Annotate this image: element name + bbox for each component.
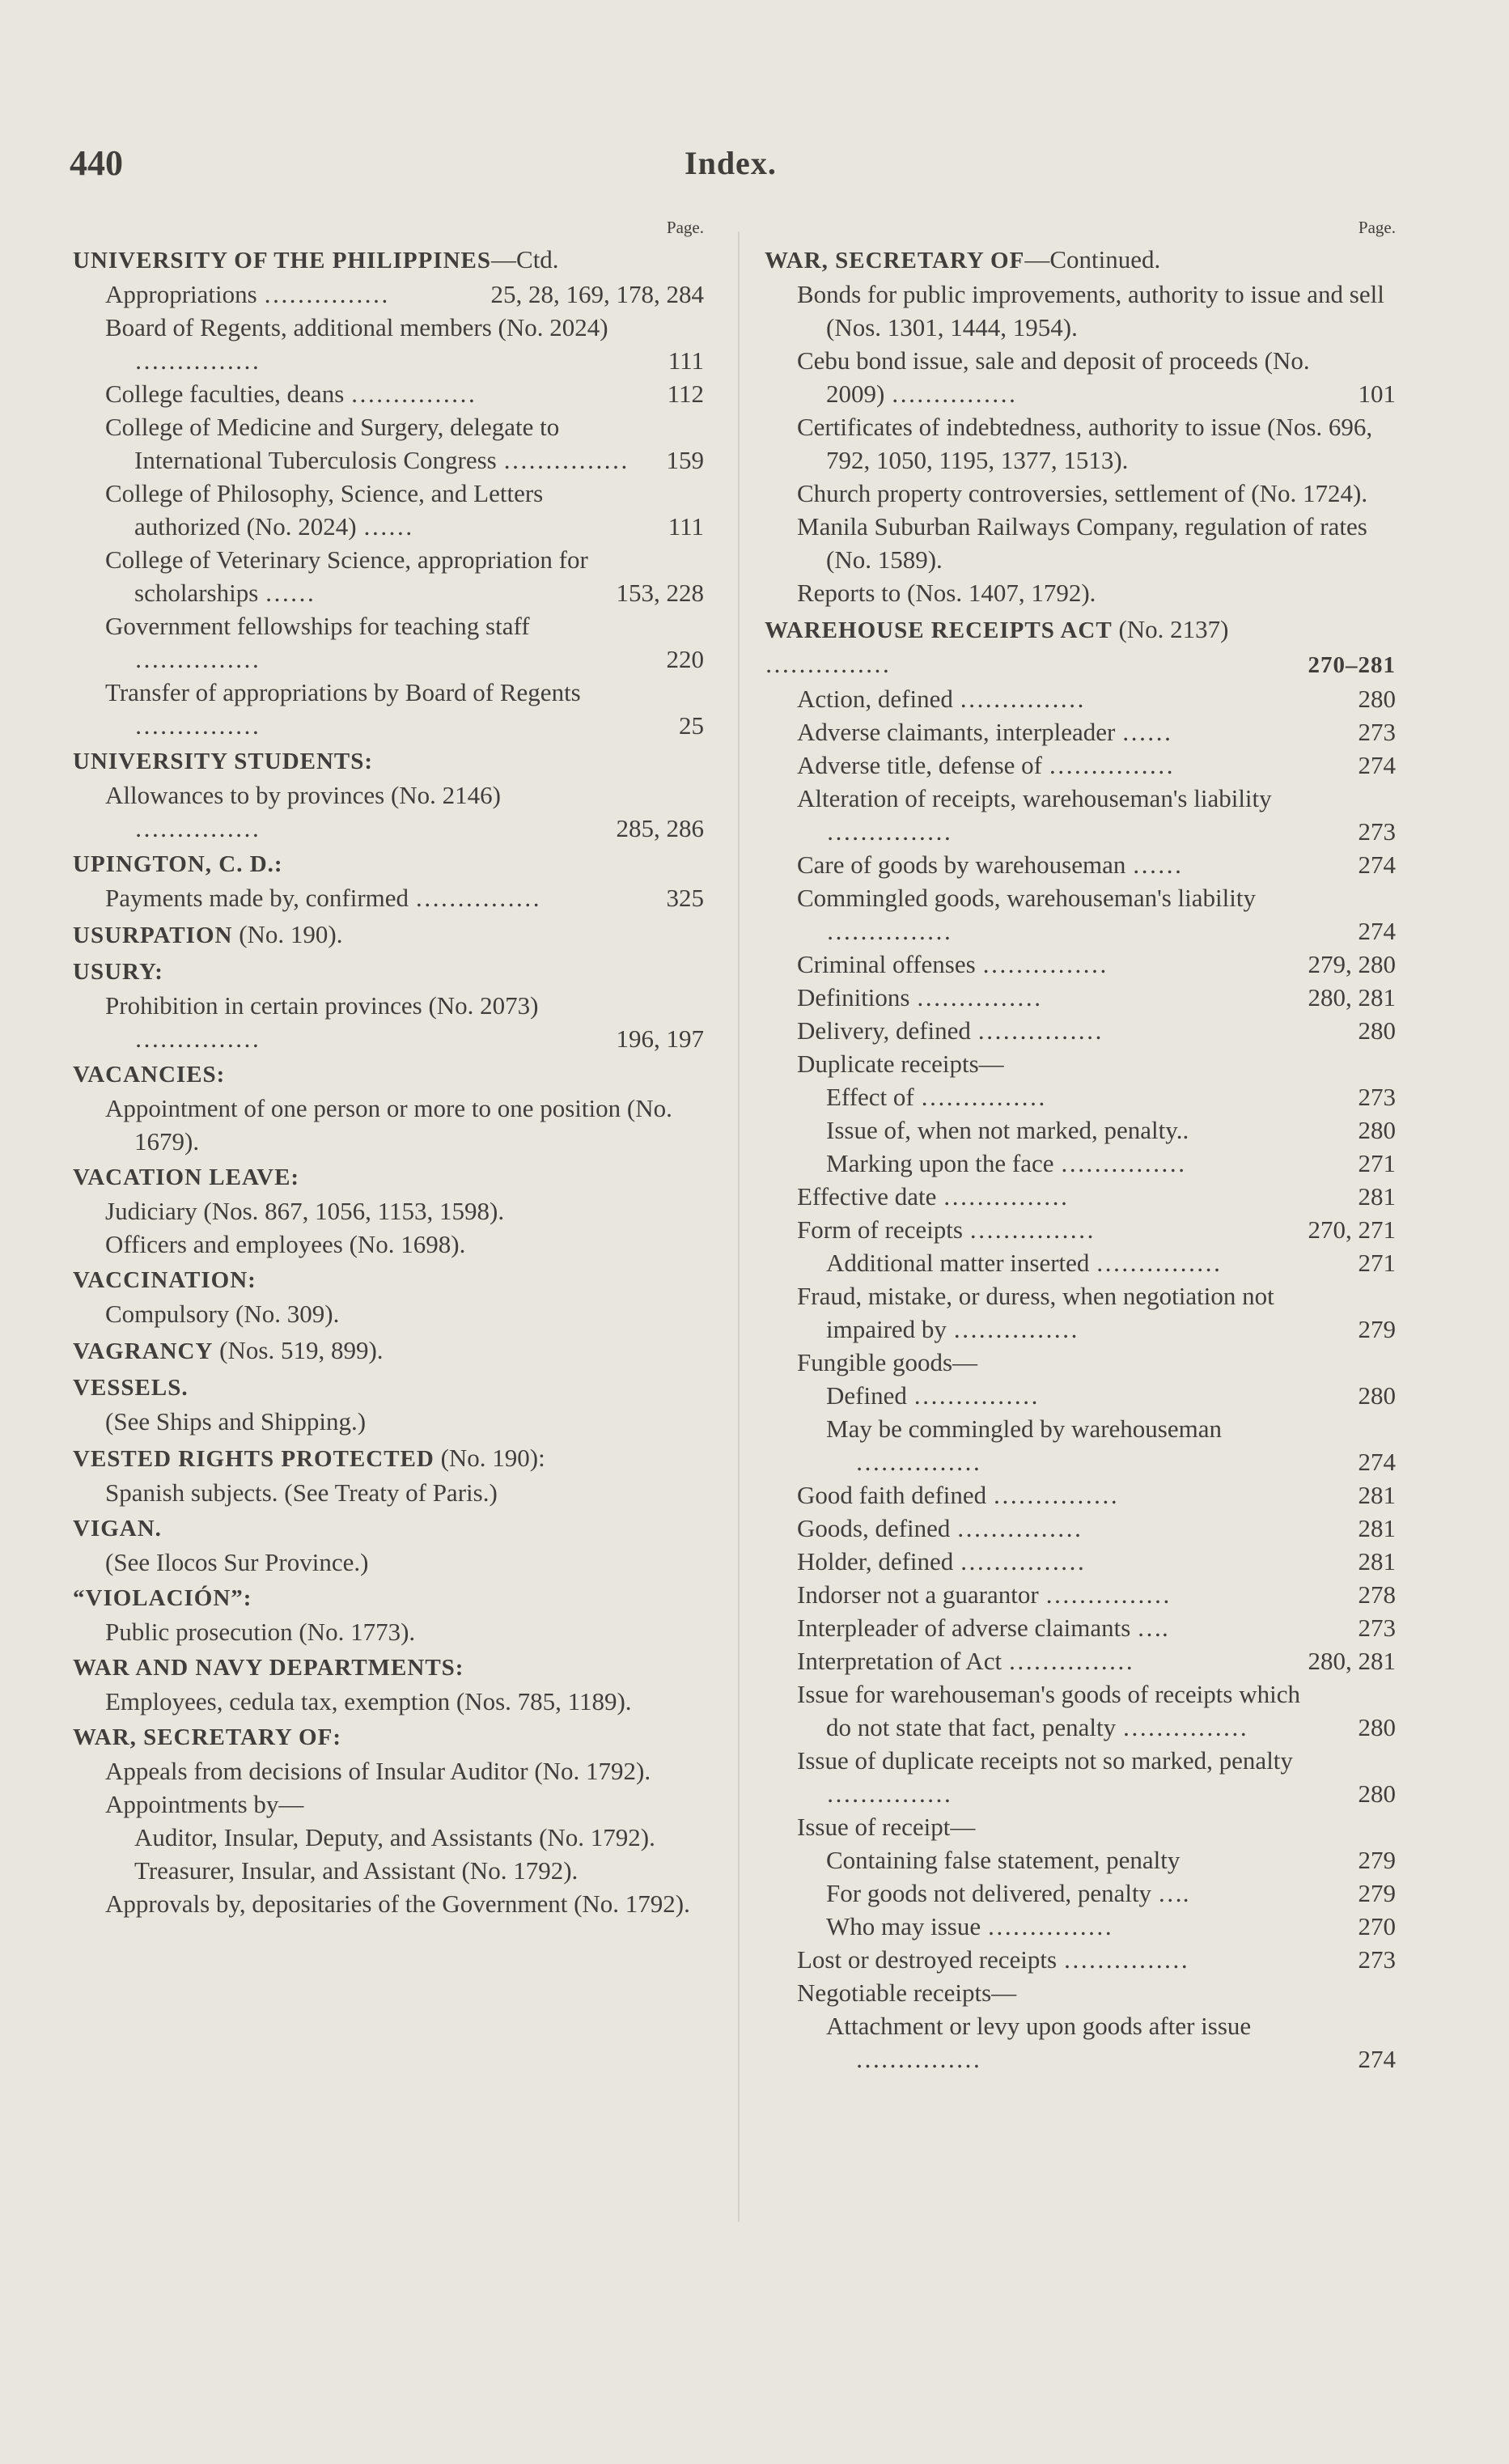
page-reference: 278	[1358, 1580, 1396, 1609]
entry-text: Negotiable receipts—	[797, 1978, 1017, 2007]
page-reference: 274	[1358, 850, 1396, 879]
index-entry	[73, 989, 704, 1055]
page-reference: 280	[1358, 1116, 1396, 1144]
index-entry	[765, 344, 1396, 410]
entry-text: Government fellowships for teaching staff ……………	[105, 612, 530, 673]
entry-text: Definitions ……………	[797, 983, 1042, 1011]
index-entry	[765, 1644, 1396, 1677]
index-heading	[73, 848, 704, 881]
index-entry	[73, 311, 704, 377]
entry-text: Allowances to by provinces (No. 2146) ……………	[105, 781, 502, 842]
entry-text: Appointments by—	[105, 1790, 304, 1818]
index-entry	[765, 1279, 1396, 1346]
entry-text: Transfer of appropriations by Board of Regents ……………	[105, 678, 581, 740]
page-reference: 273	[1358, 1083, 1396, 1111]
entry-text: Interpleader of adverse claimants ….	[797, 1614, 1168, 1642]
page-reference: 111	[668, 512, 704, 541]
index-heading	[73, 243, 704, 278]
index-entry	[73, 1194, 704, 1228]
index-entry	[765, 981, 1396, 1014]
index-entry	[765, 1379, 1396, 1412]
entry-text: Interpretation of Act ……………	[797, 1647, 1134, 1675]
heading-text: VACCINATION:	[73, 1267, 256, 1293]
left-column	[73, 215, 704, 1920]
page-reference: 273	[1358, 1614, 1396, 1642]
index-entry	[73, 1754, 704, 1788]
entry-text: Good faith defined ……………	[797, 1481, 1118, 1509]
entry-text: Additional matter inserted ……………	[826, 1249, 1222, 1277]
heading-text: VAGRANCY	[73, 1338, 214, 1364]
index-entry	[765, 1976, 1396, 2009]
page-reference: 153, 228	[616, 579, 704, 607]
entry-text: Effective date ……………	[797, 1182, 1069, 1211]
page-reference: 280	[1358, 1016, 1396, 1045]
page-reference: 273	[1358, 1945, 1396, 1974]
page-reference: 279	[1358, 1315, 1396, 1343]
index-entry	[765, 749, 1396, 782]
entry-text: Church property controversies, settlement of (No. 1724).	[797, 479, 1368, 507]
index-heading	[73, 918, 704, 952]
index-entry	[765, 1512, 1396, 1545]
entry-text: For goods not delivered, penalty ….	[826, 1879, 1189, 1907]
page-reference: 270–281	[1308, 652, 1396, 678]
entry-text: Cebu bond issue, sale and deposit of proceeds (No. 2009) ……………	[797, 346, 1310, 408]
index-entry	[73, 676, 704, 742]
index-entry	[73, 1405, 704, 1438]
entry-text: Auditor, Insular, Deputy, and Assistants (No. 1792).	[134, 1823, 655, 1851]
page-reference: 274	[1358, 2045, 1396, 2073]
entry-text: Officers and employees (No. 1698).	[105, 1230, 466, 1258]
page-reference: 279, 280	[1308, 950, 1396, 978]
page-reference: 281	[1358, 1182, 1396, 1211]
page-reference: 280	[1358, 1713, 1396, 1741]
index-heading	[73, 1582, 704, 1615]
index-entry	[73, 1887, 704, 1920]
page-reference: 281	[1358, 1514, 1396, 1542]
heading-text: WAR AND NAVY DEPARTMENTS:	[73, 1655, 464, 1681]
page-reference: 112	[667, 380, 704, 408]
index-heading	[73, 956, 704, 989]
entry-text: May be commingled by warehouseman ……………	[826, 1414, 1222, 1476]
page-reference: 274	[1358, 917, 1396, 945]
entry-text: Holder, defined ……………	[797, 1547, 1086, 1576]
index-entry	[765, 1014, 1396, 1047]
entry-text: Lost or destroyed receipts ……………	[797, 1945, 1189, 1974]
right-column	[765, 215, 1396, 2076]
heading-tail: —Continued.	[1024, 245, 1161, 274]
entry-text: College of Veterinary Science, appropriation for scholarships ……	[105, 545, 588, 607]
page-reference: 279	[1358, 1846, 1396, 1874]
entry-text: (See Ships and Shipping.)	[105, 1407, 367, 1436]
entry-text: Certificates of indebtedness, authority to issue (Nos. 696, 792, 1050, 1195, 1377, 1513).	[797, 413, 1373, 474]
index-entry	[765, 1877, 1396, 1910]
index-heading	[73, 1441, 704, 1476]
index-heading	[73, 1264, 704, 1297]
entry-text: College of Medicine and Surgery, delegate to International Tuberculosis Congress ……………	[105, 413, 629, 474]
index-entry	[765, 1346, 1396, 1379]
entry-text: Attachment or levy upon goods after issue ……………	[826, 2012, 1252, 2073]
index-entry	[73, 377, 704, 410]
index-entry	[765, 1677, 1396, 1744]
page-reference: 271	[1358, 1249, 1396, 1277]
left-entries	[73, 243, 704, 1920]
heading-text: UPINGTON, C. D.:	[73, 851, 283, 877]
heading-text: VESTED RIGHTS PROTECTED	[73, 1446, 434, 1472]
index-entry	[765, 576, 1396, 609]
heading-text: VIGAN.	[73, 1516, 162, 1542]
page-reference: 270, 271	[1308, 1215, 1396, 1244]
index-entry	[765, 782, 1396, 848]
index-entry	[73, 410, 704, 477]
entry-text: Indorser not a guarantor ……………	[797, 1580, 1171, 1609]
entry-text: Form of receipts ……………	[797, 1215, 1095, 1244]
right-entries	[765, 243, 1396, 2076]
entry-text: Spanish subjects. (See Treaty of Paris.)	[105, 1478, 498, 1507]
heading-tail: (Nos. 519, 899).	[213, 1336, 384, 1364]
entry-text: Duplicate receipts—	[797, 1050, 1004, 1078]
page-title: Index.	[685, 145, 777, 181]
entry-text: Issue of receipt—	[797, 1813, 976, 1841]
entry-text: (See Ilocos Sur Province.)	[105, 1548, 369, 1576]
entry-text: Appropriations ……………	[105, 280, 389, 308]
index-heading	[73, 1334, 704, 1368]
heading-text: USURPATION	[73, 922, 233, 948]
page-reference: 280	[1358, 685, 1396, 713]
page-reference: 273	[1358, 817, 1396, 846]
heading-text: WAREHOUSE RECEIPTS ACT	[765, 617, 1113, 643]
index-entry	[765, 881, 1396, 948]
page-reference: 280, 281	[1308, 1647, 1396, 1675]
entry-text: Manila Suburban Railways Company, regulation of rates (No. 1589).	[797, 512, 1367, 574]
index-entry	[73, 543, 704, 609]
entry-text: Fraud, mistake, or duress, when negotiation not impaired by ……………	[797, 1282, 1274, 1343]
index-entry	[73, 1854, 704, 1887]
entry-text: Alteration of receipts, warehouseman's liability ……………	[797, 784, 1272, 846]
entry-text: Prohibition in certain provinces (No. 2073) ……………	[105, 991, 539, 1053]
page-column-label: Page.	[1358, 218, 1396, 237]
page-reference: 280	[1358, 1381, 1396, 1410]
entry-text: Marking upon the face ……………	[826, 1149, 1186, 1177]
heading-text: UNIVERSITY STUDENTS:	[73, 749, 374, 774]
index-entry	[73, 1228, 704, 1261]
index-entry	[765, 1180, 1396, 1213]
entry-text: Employees, cedula tax, exemption (Nos. 785, 1189).	[105, 1687, 632, 1715]
index-entry	[765, 1943, 1396, 1976]
index-entry	[765, 715, 1396, 749]
index-heading	[73, 1372, 704, 1405]
index-entry	[765, 1843, 1396, 1877]
entry-text: Commingled goods, warehouseman's liability ……………	[797, 884, 1256, 945]
heading-tail: (No. 2137) ……………	[765, 615, 1229, 678]
page-reference: 280, 281	[1308, 983, 1396, 1011]
index-entry	[73, 1476, 704, 1509]
page-reference: 325	[666, 884, 704, 912]
entry-text: Who may issue ……………	[826, 1912, 1113, 1940]
index-entry	[73, 477, 704, 543]
heading-text: VACATION LEAVE:	[73, 1164, 300, 1190]
entry-text: Issue for warehouseman's goods of receipts which do not state that fact, penalty ……………	[797, 1680, 1300, 1741]
page-column-label: Page.	[666, 218, 704, 237]
entry-text: Goods, defined ……………	[797, 1514, 1083, 1542]
page-reference: 285, 286	[616, 814, 704, 842]
index-entry	[73, 1821, 704, 1854]
index-entry	[765, 1213, 1396, 1246]
entry-text: Bonds for public improvements, authority to issue and sell (Nos. 1301, 1444, 1954).	[797, 280, 1384, 341]
index-entry	[765, 410, 1396, 477]
page-reference: 281	[1358, 1481, 1396, 1509]
index-heading	[73, 1512, 704, 1546]
entry-text: Treasurer, Insular, and Assistant (No. 1792).	[134, 1856, 579, 1885]
heading-text: VACANCIES:	[73, 1062, 226, 1088]
index-heading	[73, 1721, 704, 1754]
entry-text: Payments made by, confirmed ……………	[105, 884, 540, 912]
index-entry	[73, 609, 704, 676]
page-reference: 220	[666, 645, 704, 673]
entry-text: Delivery, defined ……………	[797, 1016, 1103, 1045]
index-heading	[73, 1161, 704, 1194]
entry-text: Issue of duplicate receipts not so marked, penalty ……………	[797, 1746, 1293, 1808]
index-entry	[765, 1147, 1396, 1180]
index-entry	[765, 510, 1396, 576]
index-entry	[765, 278, 1396, 344]
entry-text: Appointment of one person or more to one position (No. 1679).	[105, 1094, 672, 1156]
index-entry	[73, 1615, 704, 1648]
entry-text: Fungible goods—	[797, 1348, 978, 1376]
entry-text: Board of Regents, additional members (No. 2024) ……………	[105, 313, 608, 375]
page-reference: 280	[1358, 1779, 1396, 1808]
index-heading	[765, 243, 1396, 278]
page-reference: 274	[1358, 751, 1396, 779]
entry-text: Compulsory (No. 309).	[105, 1300, 340, 1328]
index-heading	[73, 1058, 704, 1092]
entry-text: Judiciary (Nos. 867, 1056, 1153, 1598).	[105, 1197, 505, 1225]
entry-text: Issue of, when not marked, penalty..	[826, 1116, 1189, 1144]
entry-text: Adverse claimants, interpleader ……	[797, 718, 1172, 746]
entry-text: Containing false statement, penalty	[826, 1846, 1180, 1874]
index-entry	[765, 682, 1396, 715]
page-reference: 271	[1358, 1149, 1396, 1177]
index-entry	[765, 1113, 1396, 1147]
index-entry	[73, 881, 704, 914]
index-heading	[765, 613, 1396, 682]
heading-text: VESSELS.	[73, 1375, 189, 1401]
page-reference: 273	[1358, 718, 1396, 746]
entry-text: Reports to (Nos. 1407, 1792).	[797, 579, 1096, 607]
index-entry	[765, 1412, 1396, 1478]
heading-tail: —Ctd.	[491, 245, 559, 274]
page-reference: 101	[1358, 380, 1396, 408]
index-entry	[765, 1910, 1396, 1943]
index-entry	[765, 1080, 1396, 1113]
page-reference: 281	[1358, 1547, 1396, 1576]
index-entry	[765, 1246, 1396, 1279]
entry-text: Adverse title, defense of ……………	[797, 751, 1174, 779]
index-entry	[765, 848, 1396, 881]
heading-tail: (No. 190).	[232, 920, 343, 948]
heading-text: “VIOLACIÓN”:	[73, 1585, 252, 1611]
entry-text: College of Philosophy, Science, and Letters authorized (No. 2024) ……	[105, 479, 544, 541]
page-reference: 196, 197	[616, 1024, 704, 1053]
heading-tail: (No. 190):	[434, 1444, 545, 1472]
index-entry	[73, 278, 704, 311]
entry-text: Criminal offenses ……………	[797, 950, 1108, 978]
page-number: 440	[70, 143, 123, 183]
page-reference: 111	[668, 346, 704, 375]
index-entry	[765, 1744, 1396, 1810]
index-entry	[765, 948, 1396, 981]
entry-text: Effect of ……………	[826, 1083, 1046, 1111]
page-reference: 159	[666, 446, 704, 474]
index-entry	[73, 1685, 704, 1718]
heading-text: USURY:	[73, 959, 163, 985]
page-reference: 25, 28, 169, 178, 284	[490, 280, 704, 308]
entry-text: Care of goods by warehouseman ……	[797, 850, 1183, 879]
index-entry	[765, 2009, 1396, 2076]
page-reference: 25	[679, 711, 704, 740]
page-reference: 270	[1358, 1912, 1396, 1940]
entry-text: Action, defined ……………	[797, 685, 1085, 713]
index-entry	[765, 1810, 1396, 1843]
page-reference: 274	[1358, 1448, 1396, 1476]
column-divider	[738, 231, 740, 2222]
entry-text: Approvals by, depositaries of the Government (No. 1792).	[105, 1889, 690, 1918]
index-entry	[73, 778, 704, 845]
entry-text: Appeals from decisions of Insular Auditor (No. 1792).	[105, 1757, 651, 1785]
entry-text: College faculties, deans ……………	[105, 380, 477, 408]
index-entry	[765, 1578, 1396, 1611]
index-heading	[73, 745, 704, 778]
heading-text: UNIVERSITY OF THE PHILIPPINES	[73, 248, 492, 274]
page-reference: 279	[1358, 1879, 1396, 1907]
index-entry	[765, 1545, 1396, 1578]
index-entry	[73, 1546, 704, 1579]
index-entry	[765, 477, 1396, 510]
heading-text: WAR, SECRETARY OF:	[73, 1724, 341, 1750]
index-entry	[73, 1297, 704, 1330]
index-entry	[765, 1047, 1396, 1080]
index-entry	[73, 1788, 704, 1821]
index-entry	[73, 1092, 704, 1158]
entry-text: Defined ……………	[826, 1381, 1039, 1410]
index-heading	[73, 1652, 704, 1685]
index-entry	[765, 1611, 1396, 1644]
heading-text: WAR, SECRETARY OF	[765, 248, 1025, 274]
index-entry	[765, 1478, 1396, 1512]
entry-text: Public prosecution (No. 1773).	[105, 1618, 416, 1646]
